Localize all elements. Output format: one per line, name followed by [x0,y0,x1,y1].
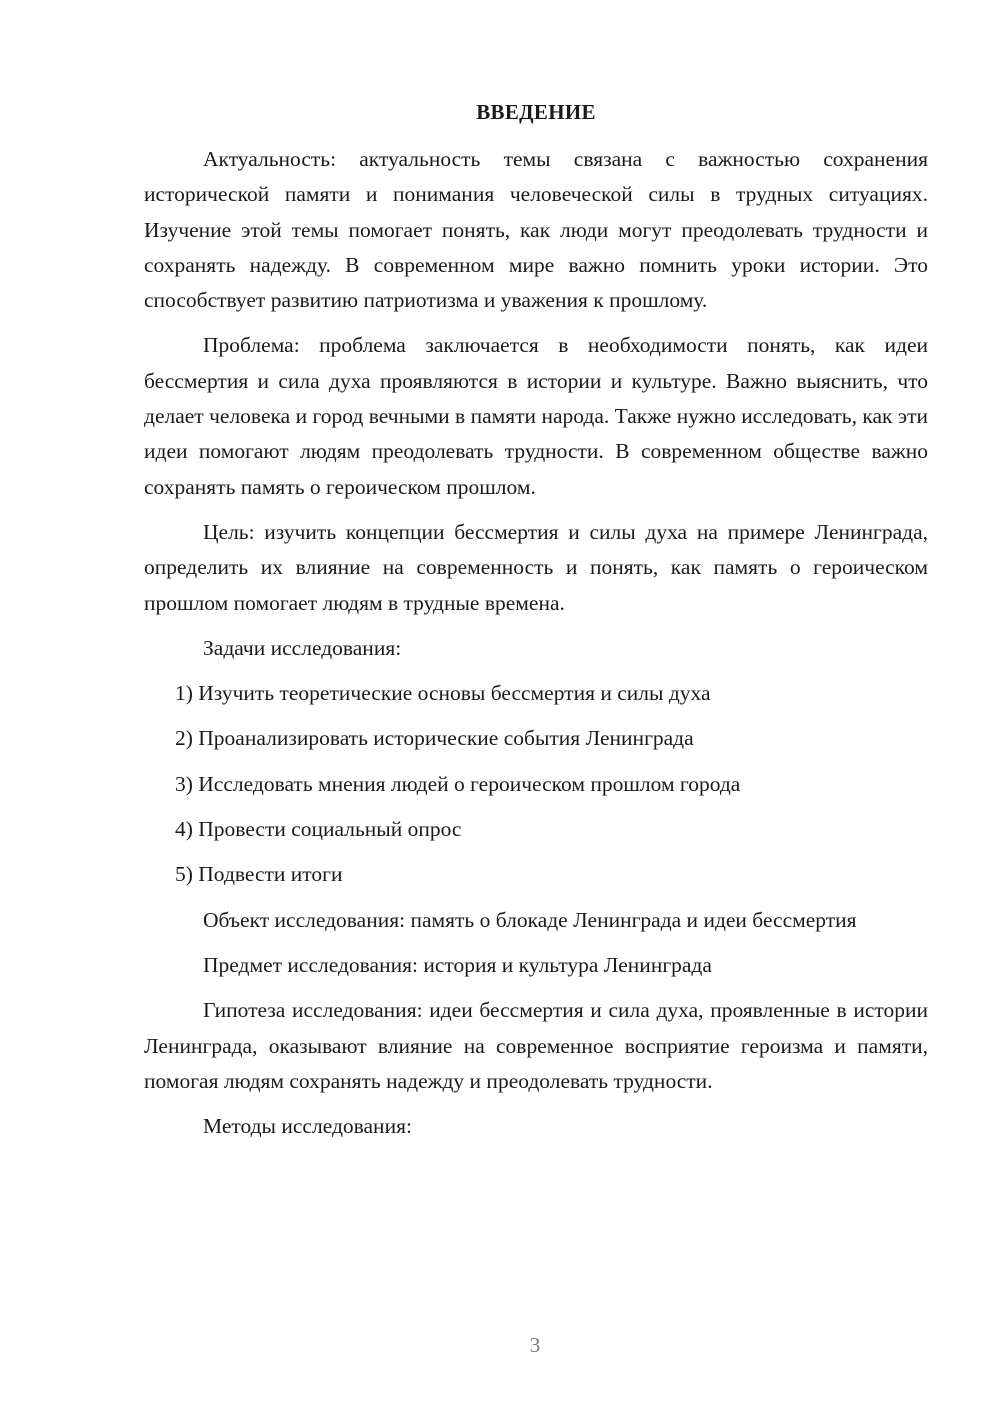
subject-paragraph: Предмет исследования: история и культура Ленинграда [203,952,712,977]
list-item: 4) Провести социальный опрос [175,817,462,842]
problem-paragraph: Проблема: проблема заключается в необходимости понять, как идеи бессмертия и сила духа проявляются в истории и культуре. Важно выяснить, что делает человека и город вечными в памяти народа. Также нужно исследовать, как эти идеи помогают людям преодолевать трудности. В современном обществе важно сохранять память о героическом прошлом. [144,333,928,499]
methods-heading: Методы исследования: [203,1114,412,1139]
section-title: ВВЕДЕНИЕ [476,100,596,124]
list-item: 5) Подвести итоги [175,862,343,887]
object-paragraph: Объект исследования: память о блокаде Ленинграда и идеи бессмертия [203,907,857,932]
list-item: 2) Проанализировать исторические события Ленинграда [175,726,694,751]
page-content [144,95,928,1154]
goal-paragraph: Цель: изучить концепции бессмертия и силы духа на примере Ленинграда, определить их влияние на современность и понять, как память о героическом прошлом помогает людям в трудные времена. [144,519,928,615]
hypothesis-paragraph: Гипотеза исследования: идеи бессмертия и сила духа, проявленные в истории Ленинграда, оказывают влияние на современное восприятие героизма и памяти, помогая людям сохранять надежду и преодолевать трудности. [144,998,928,1093]
list-item: 3) Исследовать мнения людей о героическом прошлом города [175,771,741,796]
relevance-paragraph: Актуальность: актуальность темы связана с важностью сохранения исторической памяти и понимания человеческой силы в трудных ситуациях. Изучение этой темы помогает понять, как люди могут преодолевать трудности и сохранять надежду. В современном мире важно помнить уроки истории. Это способствует развитию патриотизма и уважения к прошлому. [144,147,928,313]
tasks-heading: Задачи исследования: [203,635,402,660]
tasks-list [144,676,928,892]
page-number: 3 [529,1333,541,1357]
list-item: 1) Изучить теоретические основы бессмертия и силы духа [175,681,711,706]
